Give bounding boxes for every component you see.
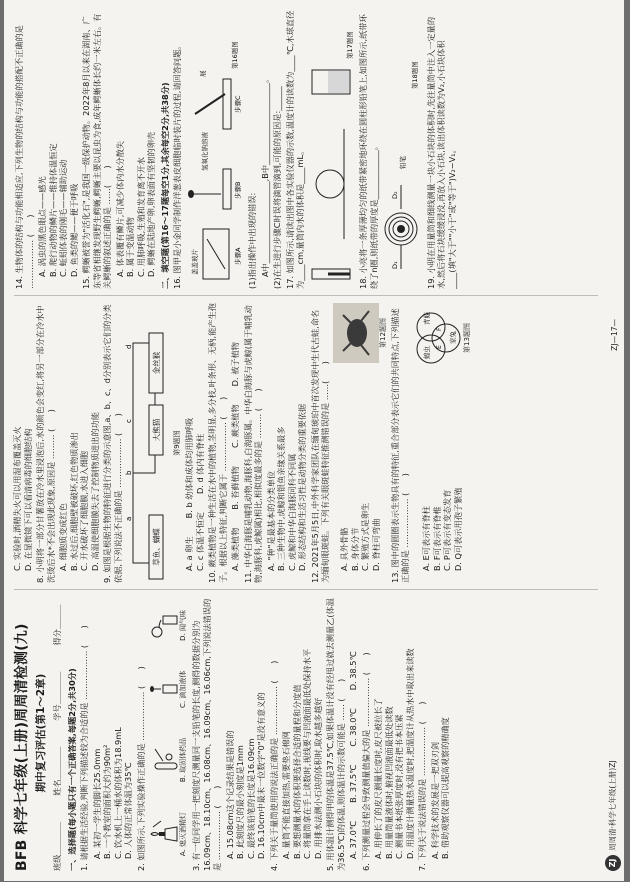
brand-text: 周周清·科学七年级(上册)ZJ	[608, 760, 618, 851]
exam-subtitle: 期中复习评估(第1～2章)	[34, 673, 47, 793]
q10-options	[230, 303, 241, 571]
q18-caption: 第18题图	[411, 61, 419, 89]
q4-option-b[interactable]: B. 要想测量水的体积要选择合适的量程和分度值	[291, 684, 302, 859]
question-8: 8. 小明将一部分甘薯放在冷水里浸泡后,水的颜色会变红,将另一部分在冷水中洗烫后水*不会出现此现象,原因是 ……… ( )	[35, 305, 56, 583]
q10-option-b[interactable]: B. 苔藓植物	[230, 466, 241, 510]
q6-option-c[interactable]: C. 测量书本纸张厚度时,没有把书本压紧	[394, 714, 405, 859]
q6-option-b[interactable]: B. 用量筒量液体时,俯视凹液面最低处读数	[383, 706, 394, 859]
q8-option-d[interactable]: D. 高温使细胞膜失去了控制物质进出的功能	[89, 412, 100, 571]
q3-option-c[interactable]: C. 最终该铅笔的长度是16.09cm	[245, 738, 256, 859]
q16-sub-1-blank[interactable]: A中____________________,B中____________________。	[259, 74, 270, 277]
section-1-heading: 一、选择题(每小题只有一个正确答案,每题2分,共30分)	[66, 668, 77, 871]
q3-option-b[interactable]: B. 此刻度尺的最小刻度是1mm	[235, 745, 246, 859]
question-6: 6. 下列测量过程会导致测量值偏大的是 ……………… ( )	[360, 652, 371, 871]
question-9: 9. 如图是根据生物的特征进行分类的示意图,a、b、c、d分别表示它们的分类依据,下列说法不正确的是 ……………… ( )	[102, 304, 123, 583]
name-field[interactable]: 姓名＿＿＿＿	[52, 746, 63, 796]
q15-option-b[interactable]: B. 属于变温动物	[125, 217, 135, 277]
q4-option-a[interactable]: A. 量筒不能直接加热,需要垫石棉网	[281, 731, 292, 859]
q3-option-a[interactable]: A. 15.08cm这个记录结果是错误的	[224, 730, 235, 859]
q11-option-d[interactable]: D. 形态结构和生活习性是动物分类的重要依据	[297, 403, 308, 571]
q8-option-c[interactable]: C. 开水破坏了细胞膜,水进入细胞	[79, 451, 89, 571]
q14-option-c[interactable]: C. 蚯蚓体表的刚毛——辅助运动	[58, 159, 68, 277]
q4-option-d[interactable]: D. 用排水法测小石块的体积时,取水越多越好	[312, 697, 323, 859]
q12-body	[333, 303, 388, 583]
q10-option-c[interactable]: C. 蕨类植物	[230, 404, 241, 448]
q16-sub-2[interactable]: (2)在生进行步骤C时误将滴管滴到,可能的原因是:______	[272, 86, 282, 289]
q2-fig-d[interactable]: D. 闻气味	[149, 610, 188, 641]
q9-options-row1	[184, 303, 195, 571]
q13-caption: 第13题图	[462, 323, 471, 353]
q9-option-d[interactable]: D. d 体内有脊柱	[194, 433, 205, 495]
q7-option-a[interactable]: A. 科学技术的发展是一把双刃剑	[429, 741, 440, 859]
question-7: 7. 下列关于说法错误的是 ……………… ( )	[417, 701, 428, 871]
left-column	[12, 595, 602, 871]
question-19[interactable]: 19. 小明在用量筒和细线测量一块小石块的体积时,先往量筒中注入一定量的水,然后将石块缓缓浸没,再放入小石块,读出体积读数为V₂,小石块体积____(填"大于""小于"或"等于")V₂−V₁。	[425, 16, 457, 289]
q2-fig-a[interactable]: A. 熄灭酒精灯	[149, 812, 188, 856]
q18-label-d2: D₂	[391, 191, 399, 199]
q9-node-fish-butterfly: 草鱼、蝴蝶	[152, 528, 161, 566]
page-number: ZJ—17—	[610, 319, 620, 351]
q12-option-d[interactable]: D. 脊柱可弯曲	[370, 518, 381, 571]
q3-option-d[interactable]: D. 16.10cm中最末一位数字"0"是没有意义的	[256, 692, 267, 859]
q13-figure	[413, 303, 472, 373]
q9-options-row2	[195, 303, 206, 571]
venn-e: E	[435, 345, 443, 349]
q16-label-step-b: 步骤B	[233, 181, 242, 199]
question-1: 1. 请根据生活经验,判断下列描述较为合适的是 ……………… ( )	[79, 625, 90, 871]
q6-option-d[interactable]: D. 用温度计测量热水温度时,把温度计从热水中取出来读数	[404, 648, 415, 859]
q16-label-spread: 展	[198, 70, 207, 77]
question-16: 16. 图甲是小金同学制作洋葱表皮细胞临时装片的过程,请回答问题。	[172, 41, 182, 289]
q5-option-b[interactable]: B. 37.5℃	[348, 764, 359, 803]
q9-node-panda: 大熊猫	[152, 418, 161, 442]
question-10: 10. 蕨类植物是一种生活在水中的植物,茎明显,多分枝,叶条形、无柄,能产生孢子。根据以上特征,判断它属于 ……………… ( )	[207, 303, 228, 583]
venn-diagram	[413, 303, 463, 373]
test-tube-icon	[149, 745, 179, 775]
q12-option-a[interactable]: A. 具外骨骼	[339, 527, 350, 571]
q12-option-b[interactable]: B. 身体分节	[349, 527, 360, 571]
q13-option-a[interactable]: A. E可表示有脊柱	[421, 506, 432, 571]
svg-text:a: a	[125, 516, 133, 521]
q11-option-a[interactable]: A. "种"是最基本的分类单位	[265, 470, 276, 571]
exam-title: BFB 科学七年级(上册)周周清检测(九)	[14, 623, 30, 871]
q11-option-c[interactable]: C. 虎鲸和中华白海豚同科不同属	[286, 453, 297, 571]
q14-option-d[interactable]: D. 鱼类的鳃——便于呼吸	[68, 183, 79, 277]
q10-option-d[interactable]: D. 被子植物	[230, 342, 241, 387]
q11-option-b[interactable]: B. 三种生物中,虎鲸和银鱼亲缘关系最多	[276, 426, 287, 571]
q16-label-step-c: 步骤C	[233, 95, 242, 113]
q15-option-a[interactable]: A. 体表覆有鳞片,可减少体内水分散失	[114, 140, 125, 277]
venn-frog: 青蛙	[422, 312, 431, 325]
question-5: 5. 用体温计测得甲的体温是37.5℃,如果体温计没有经甩过就去测量乙(体温为36.5℃)的体温,则体温计的示数可能是 …… ( )	[325, 598, 346, 871]
q18-label-pencil: 铅笔	[399, 156, 407, 169]
q16-label-cover: 盖盖玻片	[190, 249, 199, 275]
q9-option-b[interactable]: B. b 幼体和成体均用肺呼吸	[184, 417, 195, 519]
student-info	[52, 595, 63, 871]
right-column	[12, 9, 602, 289]
q9-option-a[interactable]: A. a 卵生	[184, 536, 195, 571]
brand-logo-icon: ZJ	[605, 855, 621, 871]
class-field[interactable]: 班级＿＿＿＿	[52, 821, 63, 871]
q16-label-step-a: 步骤A	[233, 247, 242, 265]
q9-caption: 第9题图	[172, 430, 181, 456]
q12-option-c[interactable]: C. 繁殖方式是卵生	[360, 502, 371, 571]
q13-body	[413, 303, 472, 583]
exam-sheet	[4, 0, 624, 881]
q1-option-c[interactable]: C. 饮水机上一桶水的体积为18.9mL	[112, 727, 123, 859]
q8-option-b[interactable]: B. 水过后,细胞壁被破坏,红色物质渗出	[68, 432, 79, 571]
question-3: 3. 有一位同学用一把刻度尺测量同一支铅笔的长度,测得的数据分别为16.09cm、18.10cm、16.08cm、16.09cm、16.06cm,下列说法错误的是 ……………… ( )	[191, 598, 223, 871]
q1-option-b[interactable]: B. 一个教室的面积大约为90m²	[102, 744, 113, 859]
q13-options	[421, 383, 463, 583]
q12-options	[339, 373, 381, 583]
venn-rabbit: 家兔	[448, 331, 457, 344]
q14-option-a[interactable]: A. 涡虫的黑色眼点——感光	[37, 176, 47, 277]
q15-option-c[interactable]: C. 用肺呼吸,生殖和发育离不开水	[135, 157, 146, 277]
q16-sub-1: (1)指出操作中出现的错误:	[247, 192, 257, 289]
q16-label-naoh: 氢氧化钠溶液	[200, 132, 209, 171]
dropper-icon	[149, 674, 179, 704]
q7-option-b[interactable]: B. 借助观察仪器可以提高观察的精确度	[440, 717, 451, 859]
question-12: 12. 2021年5月5日,中外科学家团队在缅甸琥珀中首次发现中生代古蛙,命名为缅甸眼斑蛙。下列有关眼斑蛙特征推测错误的是 ……( )	[309, 309, 331, 583]
q12-caption: 第12题图	[378, 318, 387, 348]
q13-option-c[interactable]: C. P可表示有变态发育	[442, 489, 453, 571]
q10-option-a[interactable]: A. 藻类植物	[230, 527, 241, 571]
column-divider	[14, 589, 598, 590]
q15-option-d[interactable]: D. 鳄蜥在陆地产卵,卵表面有坚韧的卵壳	[146, 131, 156, 277]
q4-option-c[interactable]: C. 将量筒拿在手上读数时,视线要与凹液面最低处保持水平	[302, 648, 313, 859]
id-field[interactable]: 学号＿＿＿＿	[52, 671, 63, 721]
smell-icon	[149, 610, 179, 640]
svg-text:c: c	[125, 419, 133, 423]
middle-column	[12, 303, 602, 583]
q16-procedure-figure	[185, 19, 243, 289]
q7-option-c[interactable]: C. 实验时,酒精失火可以用湿布覆盖灭火	[12, 426, 22, 571]
question-17[interactable]: 17. 如图所示,请读出图中各实验仪器的示数,温度计的读数为____℃,木球直径为____cm,量筒内水的体积是____mL。	[284, 10, 305, 289]
q18-label-d1: D₁	[391, 261, 399, 269]
question-13: 13. 图中的圆圈表示生物具有的特征,重合部分表示它们的共同特点,下列描述正确的是 ……………… ( )	[389, 308, 411, 583]
q8-option-a[interactable]: A. 细胞质变成红色	[58, 503, 68, 571]
q1-option-d[interactable]: D. 人体的正常体温为35℃	[123, 762, 134, 859]
q2-figures	[149, 595, 188, 871]
column-divider-2	[14, 295, 598, 296]
q5-options	[348, 595, 359, 859]
venn-f: F	[435, 327, 443, 331]
question-14: 14. 生物体的结构与功能相适应,下列生物的结构与功能的搭配不正确的是 ……………… ( )	[14, 25, 35, 289]
q13-option-d[interactable]: D. Q可表示用孢子繁殖	[452, 487, 463, 571]
publisher-logo	[605, 760, 621, 871]
question-18[interactable]: 18. 小亮将一条厚薄均匀的纸带紧密地环绕在圆柱形铅笔上,如图所示,纸带环绕了n圈,则纸带的厚度是____________。	[358, 14, 379, 289]
amber-frog-image	[333, 303, 379, 363]
q14-option-b[interactable]: B. 爬行动物的鳞片——维持体温恒定	[47, 143, 58, 277]
q2-fig-c[interactable]: C. 滴加液体	[149, 671, 188, 708]
q9-classification-diagram	[125, 323, 169, 583]
q5-option-c[interactable]: C. 38.0℃	[348, 708, 359, 747]
q13-option-b[interactable]: B. F可表示有脊椎	[431, 506, 442, 571]
q9-option-c[interactable]: C. c 体温不恒定	[194, 512, 205, 571]
q17-instrument-figure	[308, 19, 354, 289]
q17-caption: 第17题图	[345, 31, 354, 59]
svg-text:d: d	[125, 344, 133, 349]
q12-figure	[333, 303, 388, 363]
q18-pencil-figure	[381, 19, 421, 289]
q7-option-d[interactable]: D. 在显微镜下可以看清病毒的细胞结构	[22, 428, 33, 571]
alcohol-lamp-icon	[149, 819, 179, 849]
question-4: 4. 下列关于量筒使用的说法正确的是 ……………… ( )	[268, 660, 279, 871]
question-15: 15. 鳄蜥被誉为"活化石",是我国一级保护动物。2022年8月以来在湖南、广东等省相继发现野生鳄蜥,鳄蜥主要以昆虫为食,成年鳄蜥体长约一米左右。有关鳄蜥的叙述正确的是 ……( )	[81, 13, 112, 289]
q1-option-a[interactable]: A. 某初一学生的脚长25.0mm	[91, 748, 102, 859]
q16-caption: 第16题图	[230, 41, 239, 69]
q9-node-monkey: 金丝猴	[152, 351, 161, 375]
section-2-heading: 二、填空题(第16～17题每空1分,其余每空2分,共38分)	[159, 82, 170, 289]
q2-fig-b[interactable]: B. 取固体药品	[149, 738, 188, 782]
question-11: 11. 中华白海豚是哺乳动物,海豚科,白海豚属。中华白海豚与虎鲸(属于哺乳动物,海豚科,虎鲸属)相比,相似度最多的是 ……… ( )	[242, 305, 264, 583]
venn-locust: 蝗虫	[422, 346, 431, 359]
q6-option-a[interactable]: A. 用伸长了的皮尺测量长度时,皮尺被拉长了	[373, 698, 384, 859]
q5-option-a[interactable]: A. 37.0℃	[348, 820, 359, 859]
question-2: 2. 如图所示,下列实验操作正确的是 ……………… ( )	[135, 666, 146, 871]
svg-text:b: b	[125, 470, 133, 475]
q5-option-d[interactable]: D. 38.5℃	[348, 651, 359, 691]
score-field[interactable]: 得分＿＿＿	[52, 604, 63, 646]
